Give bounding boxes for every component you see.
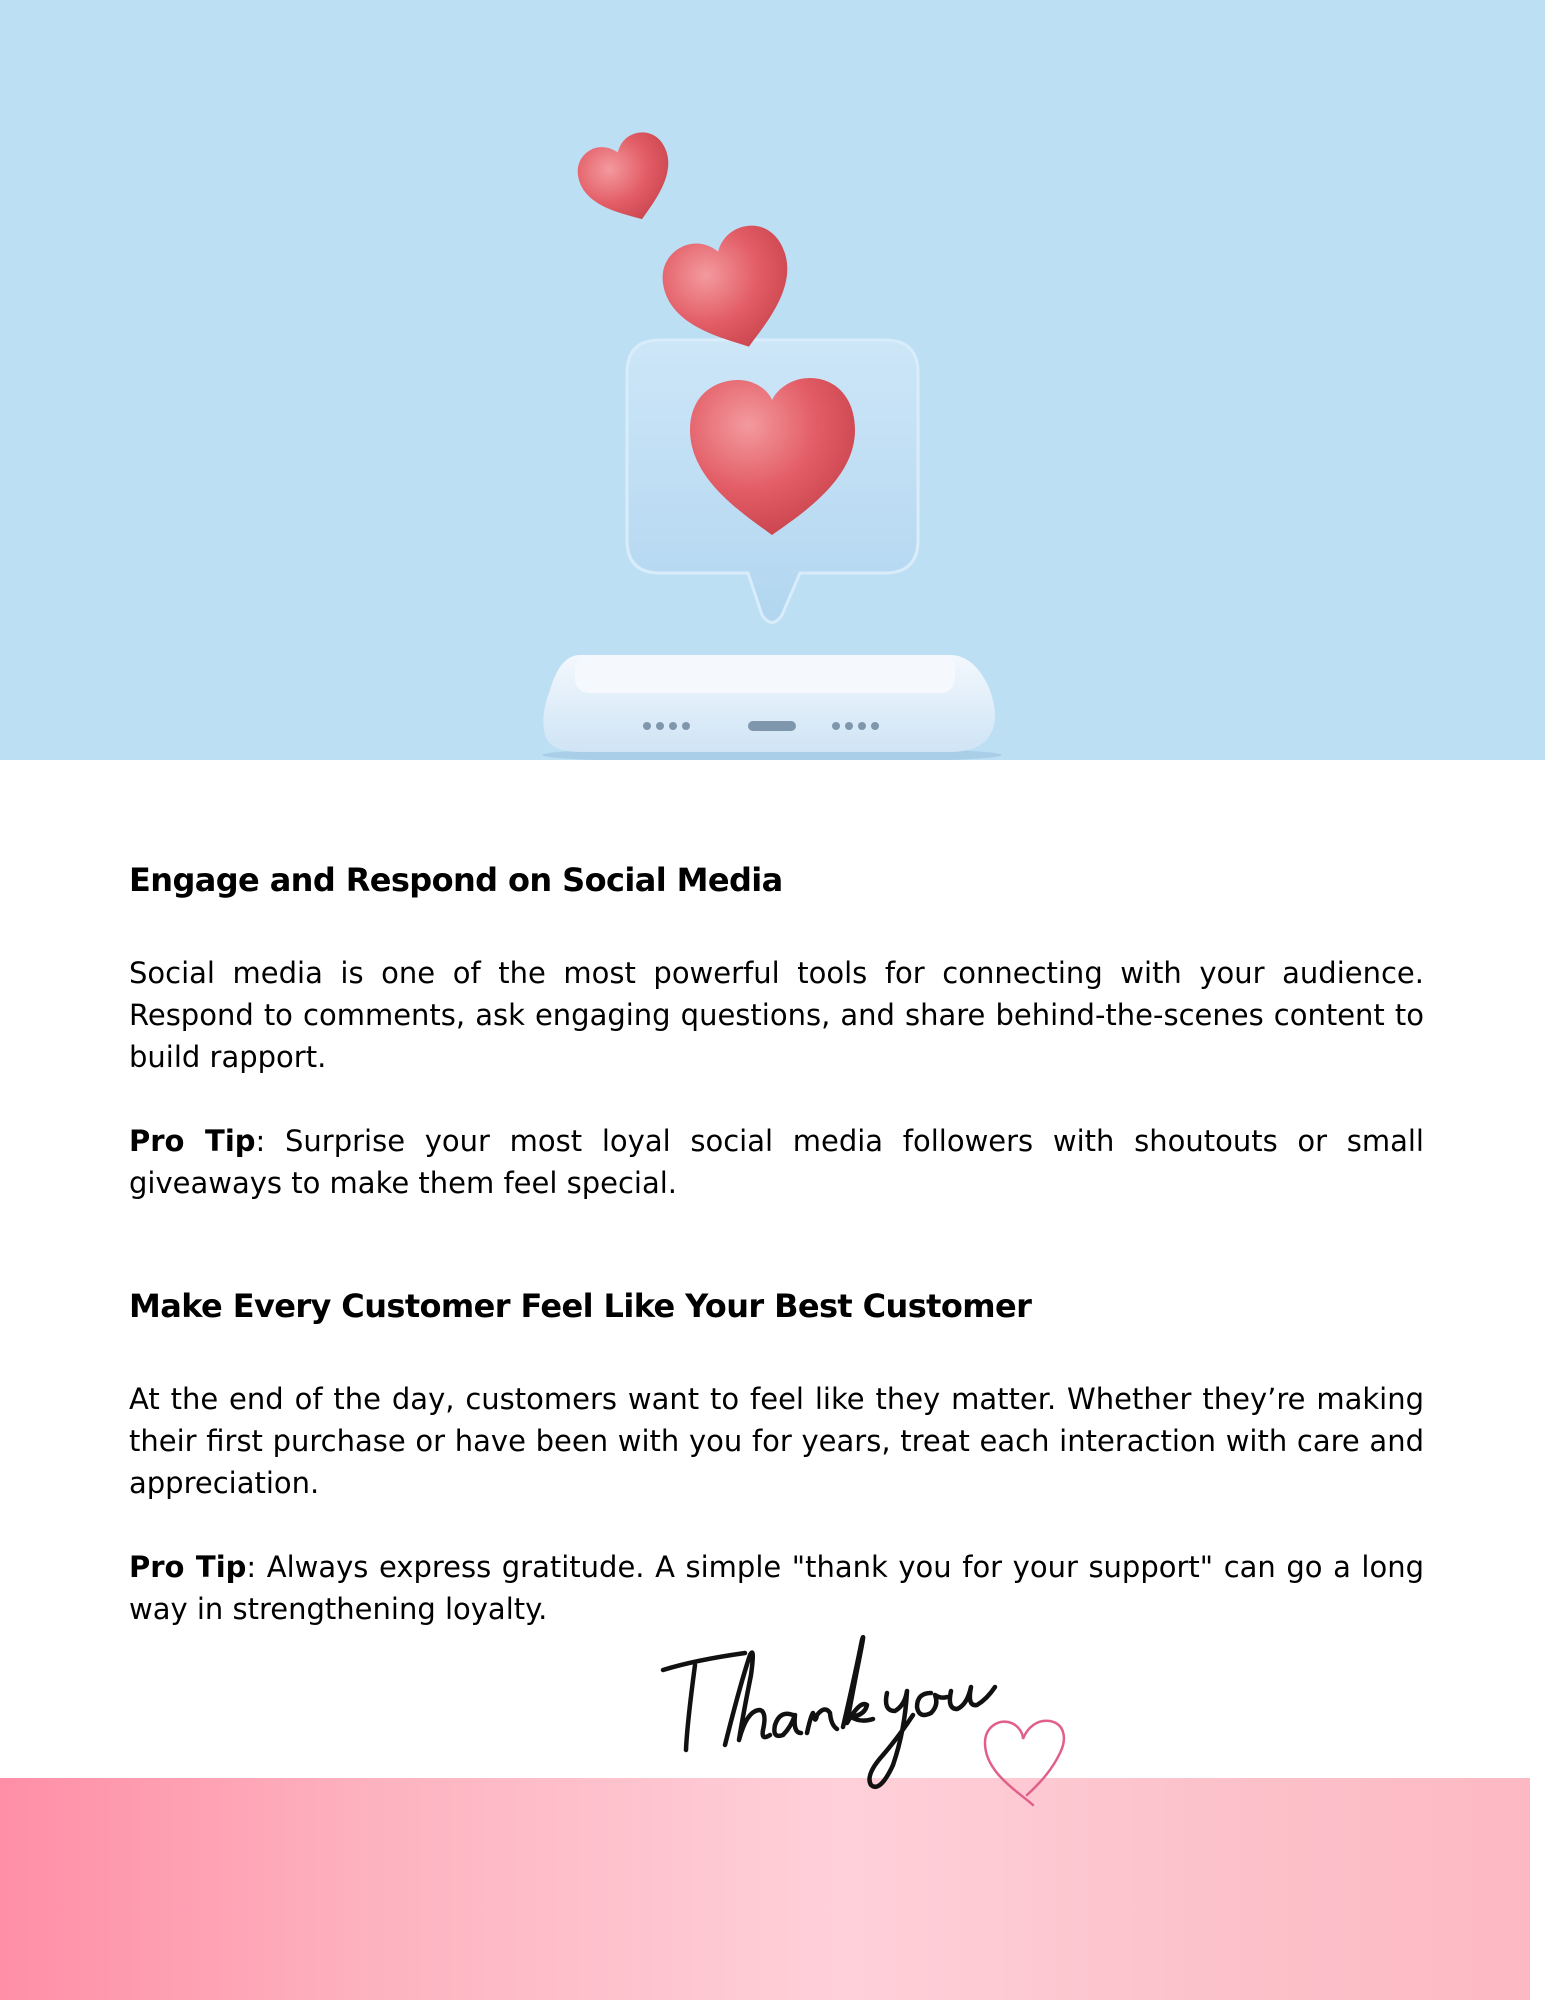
pro-tip-text: : Always express gratitude. A simple "thank you for your support" can go a long way in strengthening loyalty.: [129, 1550, 1424, 1626]
pro-tip-text: : Surprise your most loyal social media followers with shoutouts or small giveaways to make them feel special.: [129, 1124, 1424, 1200]
pro-tip: [129, 1120, 1424, 1204]
section-heading: Make Every Customer Feel Like Your Best Customer: [129, 1287, 1032, 1325]
section-heading: Engage and Respond on Social Media: [129, 861, 783, 899]
hero-illustration: [0, 0, 1545, 760]
heart-outline-icon: [985, 1721, 1064, 1805]
phone-hearts-illustration: [0, 0, 1545, 760]
pro-tip-label: Pro Tip: [129, 1124, 256, 1158]
section-body: At the end of the day, customers want to feel like they matter. Whether they’re making their first purchase or have been with you for years, treat each interaction with care and appreciation.: [129, 1382, 1424, 1500]
main-content: [129, 840, 1424, 1630]
section-body: Social media is one of the most powerful tools for connecting with your audience. Respond to comments, ask engaging questions, and share behind-the-scenes content to build rapport.: [129, 956, 1424, 1074]
thank-you-signature: [655, 1615, 1085, 1815]
pro-tip-label: Pro Tip: [129, 1550, 247, 1584]
